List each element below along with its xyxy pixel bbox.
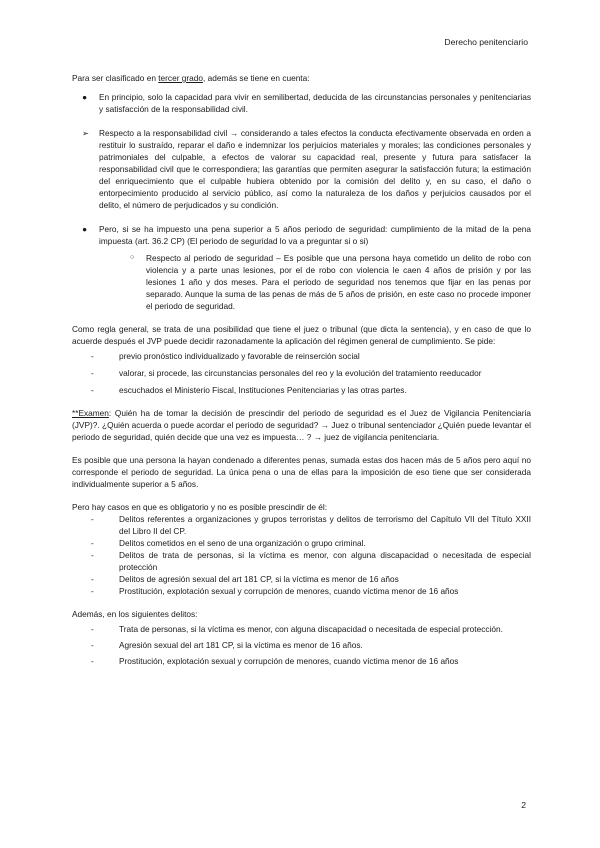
dash-marker: - — [91, 368, 94, 378]
paragraph-regla-general: Como regla general, se trata de una posibilidad que tiene el juez o tribunal (que dicta la sentencia), y en caso de que lo acuerde después el JVP puede decidir razonadamente la aplicación del régimen general de cumplimiento. Se pide: — [72, 324, 531, 346]
requirements-list — [72, 350, 531, 396]
list-item — [72, 655, 531, 667]
bullet-marker: ● — [82, 224, 88, 234]
list-item-text: Prostitución, explotación sexual y corrupción de menores, cuando víctima menor de 16 años — [119, 656, 459, 666]
dash-marker: - — [91, 385, 94, 395]
dash-marker: - — [91, 624, 94, 634]
paragraph-posible: Es posible que una persona la hayan condenado a diferentes penas, sumada estas dos hacen más de 5 años pero aquí no corresponde el periodo de seguridad. La única pena o una de ellas para la imposición de eso tiene que ser considerada individualmente superior a 5 años. — [72, 455, 531, 489]
list-item — [72, 639, 531, 651]
list-item-text: valorar, si procede, las circunstancias personales del reo y la evolución del tratamiento reeducador — [119, 368, 482, 378]
dash-marker: - — [91, 656, 94, 666]
page-header-title: Derecho penitenciario — [444, 37, 528, 47]
intro-underlined-term: tercer grado — [158, 73, 203, 83]
dash-marker: - — [91, 574, 94, 584]
list-item-text: Delitos de trata de personas, si la víctima es menor, con alguna discapacidad o necesitada de especial protección — [119, 550, 531, 572]
list-item-text: Trata de personas, si la víctima es menor, con alguna discapacidad o necesitada de especial protección. — [119, 624, 503, 634]
page-content — [72, 72, 531, 667]
list-item-text: Agresión sexual del art 181 CP, si la víctima es menor de 16 años. — [119, 640, 363, 650]
paragraph-ademas: Además, en los siguientes delitos: — [72, 609, 198, 619]
exam-note — [72, 407, 531, 443]
bullet-item — [72, 223, 531, 247]
bullet-marker: ● — [82, 92, 88, 102]
list-item-text: previo pronóstico individualizado y favorable de reinserción social — [119, 351, 360, 361]
intro-suffix: , además se tiene en cuenta: — [202, 73, 310, 83]
sub-item-text: Respecto al periodo de seguridad – Es posible que una persona haya cometido un delito de robo con violencia y a parte unas lesiones, por el de robo con violencia le caen 4 años de prisión y por las lesiones 1 año y dos meses. Para el periodo de seguridad nos tenemos que fijar en las penas por separado. Aunque la suma de las penas de más de 5 años de prisión, en este caso no procede imponer el periodo de seguridad. — [146, 253, 531, 311]
list-item-text: Delitos referentes a organizaciones y grupos terroristas y delitos de terrorismo del Capítulo VII del Título XXII del Libro II del CP. — [119, 514, 531, 536]
dash-marker: - — [91, 538, 94, 548]
mandatory-cases-list — [72, 513, 531, 597]
bullet-text: En principio, solo la capacidad para vivir en semilibertad, deducida de las circunstancias personales y penitenciarias y satisfacción de la responsabilidad civil. — [99, 92, 531, 114]
list-item — [72, 585, 531, 597]
list-item-text: Prostitución, explotación sexual y corrupción de menores, cuando víctima menor de 16 años — [119, 586, 459, 596]
list-item — [72, 573, 531, 585]
page-number: 2 — [521, 800, 526, 810]
list-item — [72, 513, 531, 537]
intro-prefix: Para ser clasificado en — [72, 73, 159, 83]
exam-label: **Examen — [72, 408, 109, 418]
dash-marker: - — [91, 586, 94, 596]
bullet-item — [72, 91, 531, 115]
dash-marker: - — [91, 351, 94, 361]
list-item — [72, 350, 531, 362]
sub-item — [72, 252, 531, 312]
circle-marker: ○ — [130, 254, 135, 261]
dash-marker: - — [91, 514, 94, 524]
list-item — [72, 549, 531, 573]
arrow-marker: ➢ — [82, 128, 89, 138]
list-item — [72, 623, 531, 635]
list-item — [72, 384, 531, 396]
list-item — [72, 367, 531, 379]
intro-paragraph — [72, 72, 531, 84]
list-item-text: Delitos de agresión sexual del art 181 CP, si la víctima es menor de 16 años — [119, 574, 399, 584]
arrow-text: Respecto a la responsabilidad civil → considerando a tales efectos la conducta efectivamente observada en orden a restituir lo sustraído, reparar el daño e indemnizar los perjuicios materiales y morales; las condiciones personales y patrimoniales del culpable, a efectos de valorar su capacidad real, presente y futura para satisfacer la responsabilidad civil que le correspondiera; las garantías que permiten asegurar la satisfacción futura; la estimación del enriquecimiento que el culpable hubiera obtenido por la comisión del delito y, en su caso, el daño o entorpecimiento producido al servicio público, así como la naturaleza de los daños y perjuicios causados por el delito, el número de perjudicados y su condición. — [99, 128, 531, 210]
arrow-item — [72, 127, 531, 211]
list-item-text: Delitos cometidos en el seno de una organización o grupo criminal. — [119, 538, 366, 548]
dash-marker: - — [91, 550, 94, 560]
bullet-text: Pero, si se ha impuesto una pena superior a 5 años periodo de seguridad: cumplimiento de la mitad de la pena impuesta (art. 36.2 CP) (El periodo de seguridad lo va a preguntar si o si) — [99, 224, 531, 246]
list-item-text: escuchados el Ministerio Fiscal, Instituciones Penitenciarias y las otras partes. — [119, 385, 407, 395]
list-item — [72, 537, 531, 549]
dash-marker: - — [91, 640, 94, 650]
exam-text: : Quién ha de tomar la decisión de prescindir del periodo de seguridad es el Juez de Vigilancia Penitenciaria (JVP)?. ¿Quién acuerda o puede acordar el periodo de seguridad? → Juez o tribunal sentenciador ¿Quién puede levantar el periodo de seguridad, quién decide que una vez es impuesta… ? → juez de vigilancia penitenciaria. — [72, 408, 531, 442]
additional-offenses-list — [72, 623, 531, 667]
paragraph-casos: Pero hay casos en que es obligatorio y no es posible prescindir de él: — [72, 502, 328, 512]
